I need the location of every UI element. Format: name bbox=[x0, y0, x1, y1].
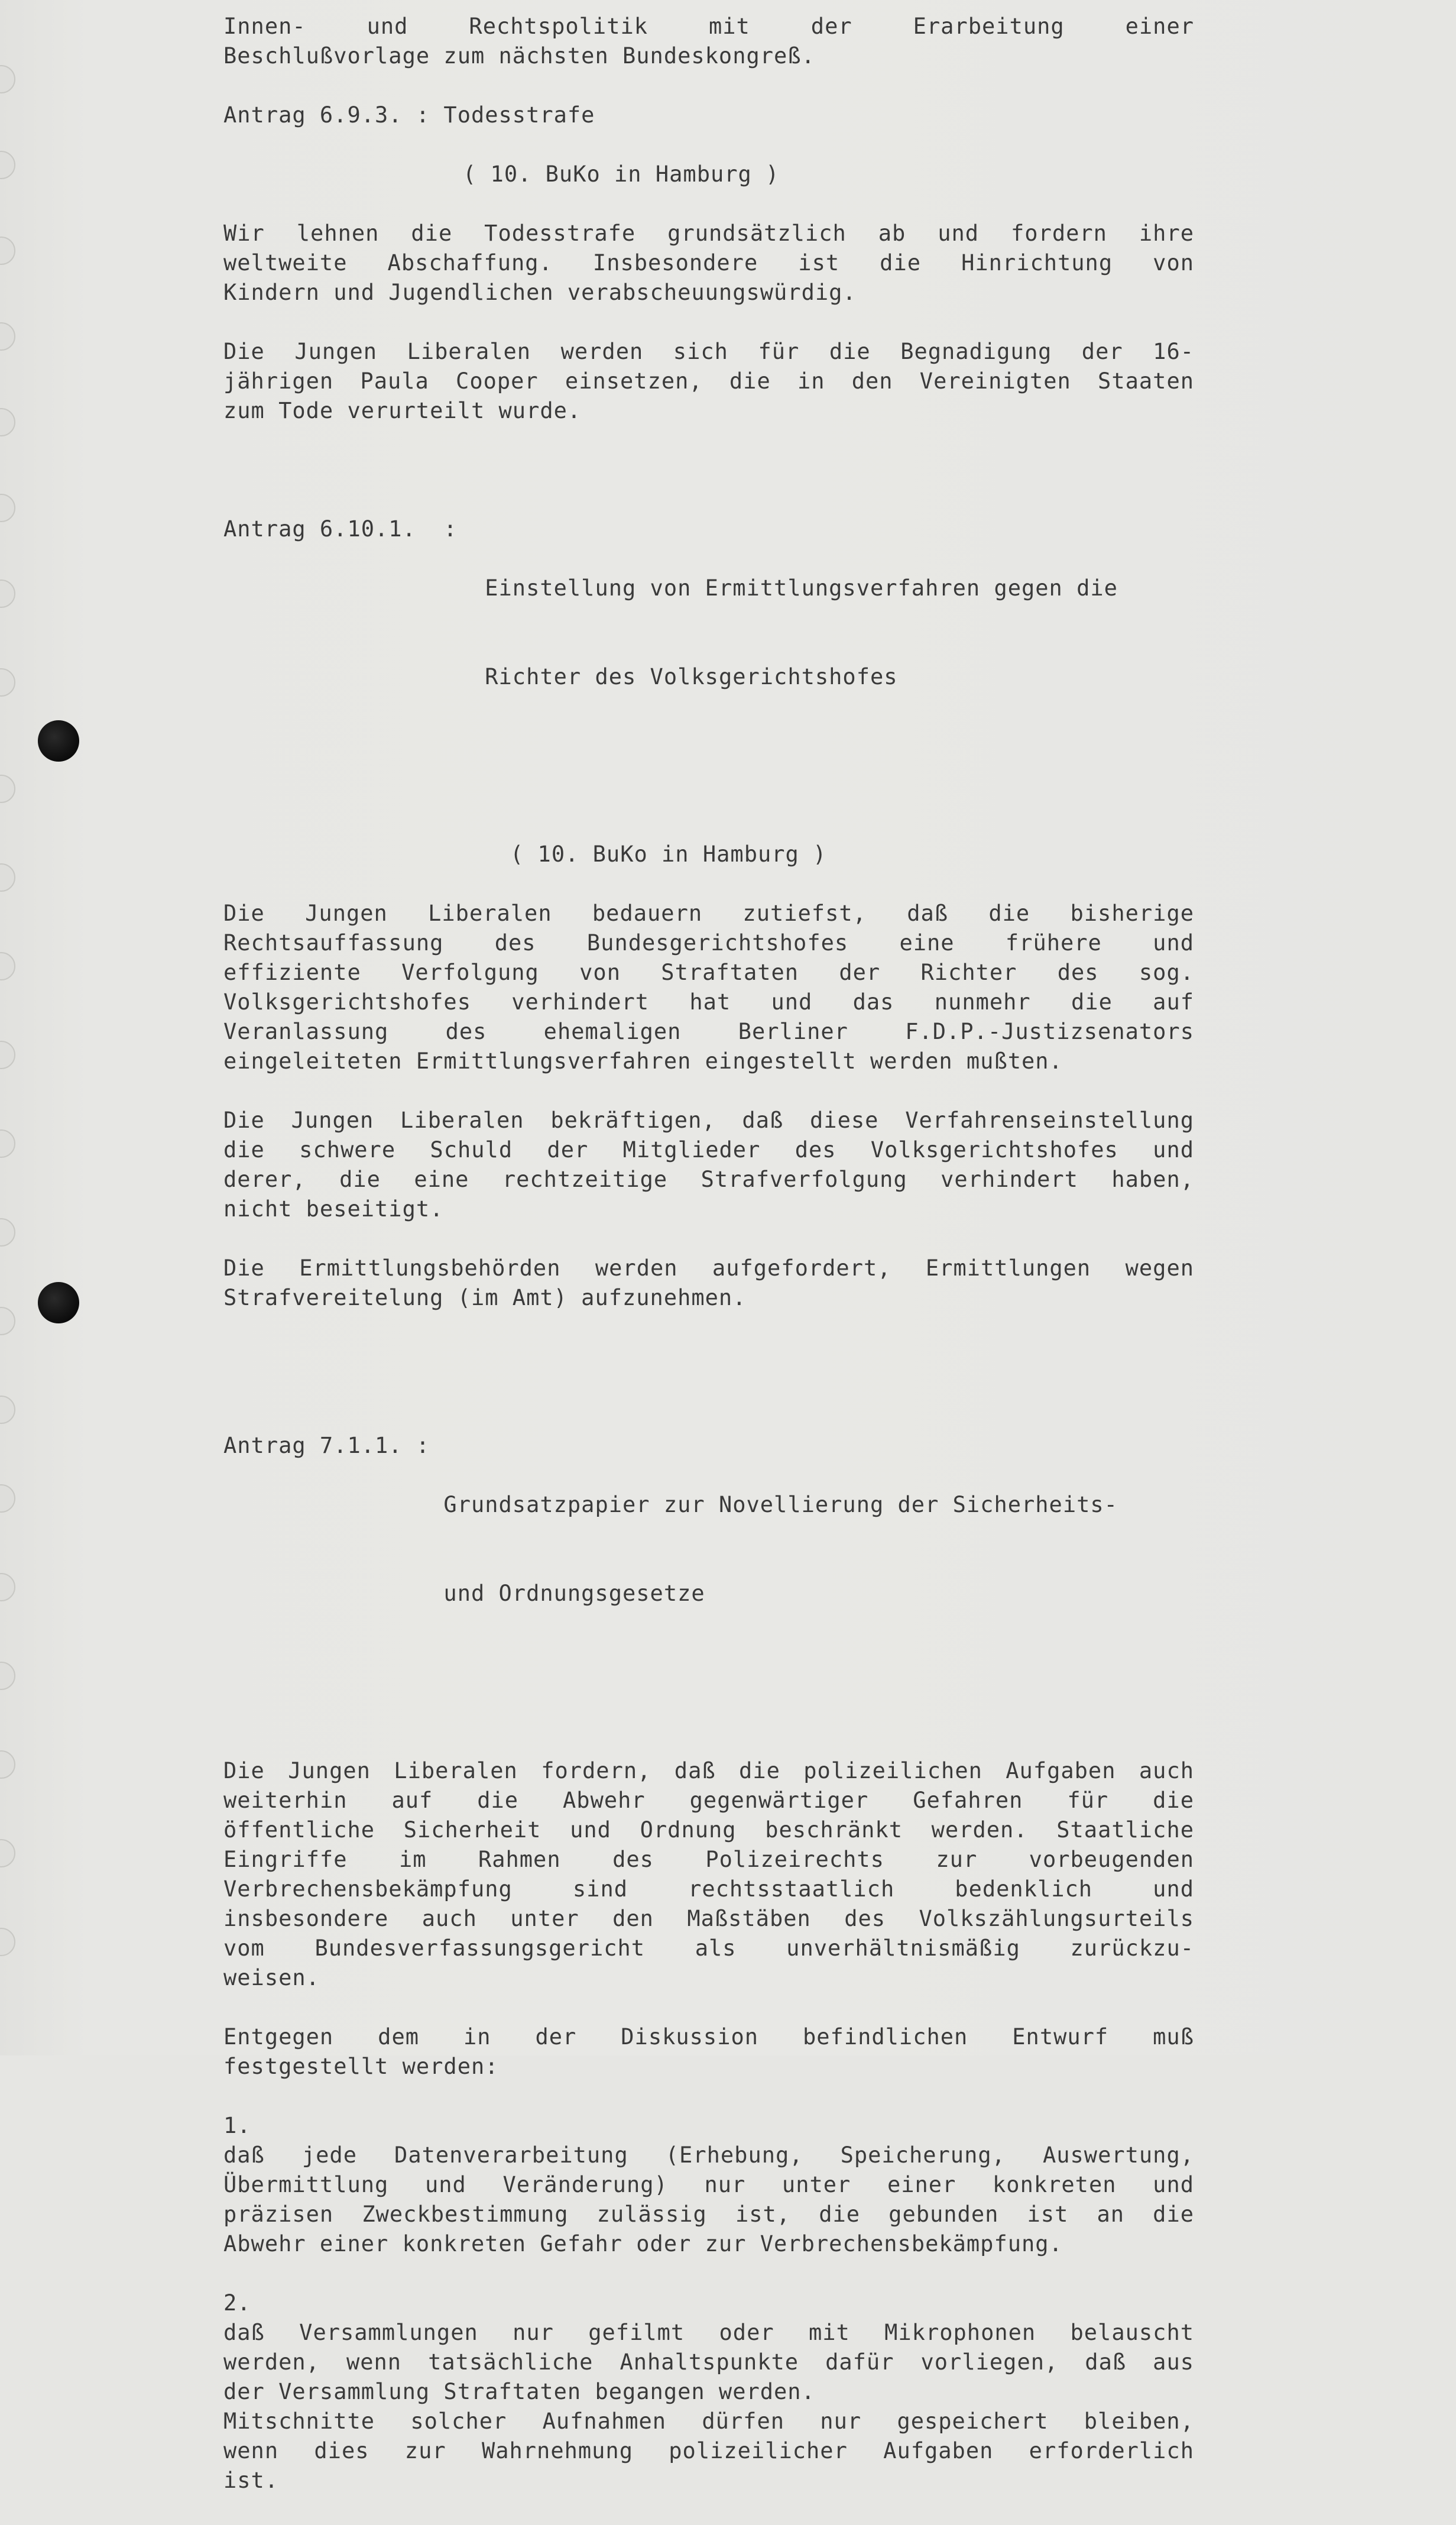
typed-text-body bbox=[223, 12, 1194, 2525]
text-line: die schwere Schuld der Mitglieder des Volksgerichtshofes und bbox=[223, 1137, 1194, 1163]
hole-mark bbox=[0, 408, 15, 436]
text-line: weiterhin auf die Abwehr gegenwärtiger Gefahren für die bbox=[223, 1788, 1194, 1813]
antrag-label: Antrag 6.9.3. : bbox=[223, 102, 444, 128]
text-line: Beschlußvorlage zum nächsten Bundeskongreß. bbox=[223, 43, 815, 69]
text-line: Entgegen dem in der Diskussion befindlichen Entwurf muß bbox=[223, 2024, 1194, 2050]
antrag-711-item-1 bbox=[223, 2111, 1194, 2259]
text-line: Die Jungen Liberalen fordern, daß die polizeilichen Aufgaben auch bbox=[223, 1758, 1194, 1783]
hole-mark bbox=[0, 668, 15, 697]
text-line: öffentliche Sicherheit und Ordnung beschränkt werden. Staatliche bbox=[223, 1817, 1194, 1843]
text-line: Wir lehnen die Todesstrafe grundsätzlich ab und fordern ihre bbox=[223, 221, 1194, 246]
hole-mark bbox=[0, 1573, 15, 1601]
antrag-6101-paragraph-3 bbox=[223, 1254, 1194, 1313]
antrag-711-paragraph-2 bbox=[223, 2022, 1194, 2081]
hole-mark bbox=[0, 1307, 15, 1335]
text-line: effiziente Verfolgung von Straftaten der Richter des sog. bbox=[223, 960, 1194, 985]
hole-mark bbox=[0, 775, 15, 803]
text-line: Verbrechensbekämpfung sind rechtsstaatlich bedenklich und bbox=[223, 1876, 1194, 1902]
hole-mark bbox=[0, 1662, 15, 1690]
text-line: werden, wenn tatsächliche Anhaltspunkte dafür vorliegen, daß aus bbox=[223, 2349, 1194, 2375]
antrag-6101-session: ( 10. BuKo in Hamburg ) bbox=[510, 841, 827, 867]
text-line: ist. bbox=[223, 2468, 279, 2493]
text-line: Mitschnitte solcher Aufnahmen dürfen nur gespeichert bleiben, bbox=[223, 2409, 1194, 2434]
punch-hole-lower bbox=[38, 1282, 79, 1323]
text-line: vom Bundesverfassungsgericht als unverhältnismäßig zurückzu- bbox=[223, 1935, 1194, 1961]
text-line: Übermittlung und Veränderung) nur unter einer konkreten und bbox=[223, 2172, 1194, 2197]
text-line: Volksgerichtshofes verhindert hat und das nunmehr die auf bbox=[223, 989, 1194, 1015]
text-line: daß jede Datenverarbeitung (Erhebung, Speicherung, Auswertung, bbox=[223, 2142, 1194, 2168]
title-line: und Ordnungsgesetze bbox=[443, 1581, 705, 1606]
text-line: Eingriffe im Rahmen des Polizeirechts zur vorbeugenden bbox=[223, 1847, 1194, 1872]
text-line: Die Jungen Liberalen bedauern zutiefst, daß die bisherige bbox=[223, 901, 1194, 926]
antrag-711-paragraph-1 bbox=[223, 1756, 1194, 1993]
antrag-711-heading bbox=[223, 1372, 1194, 1727]
hole-mark bbox=[0, 65, 15, 93]
antrag-title bbox=[485, 514, 1194, 751]
page-edge-hole-marks bbox=[0, 0, 24, 2055]
text-line: Rechtsauffassung des Bundesgerichtshofes eine frühere und bbox=[223, 930, 1194, 956]
text-line: Kindern und Jugendlichen verabscheuungswürdig. bbox=[223, 280, 857, 305]
text-line: Abwehr einer konkreten Gefahr oder zur Verbrechensbekämpfung. bbox=[223, 2231, 1063, 2257]
text-line: festgestellt werden: bbox=[223, 2054, 499, 2079]
antrag-6101-paragraph-1 bbox=[223, 899, 1194, 1076]
text-line: Die Jungen Liberalen werden sich für die Begnadigung der 16- bbox=[223, 339, 1194, 364]
hole-mark bbox=[0, 863, 15, 892]
antrag-title: Todesstrafe bbox=[443, 102, 595, 128]
hole-mark bbox=[0, 1218, 15, 1247]
text-line: der Versammlung Straftaten begangen werden. bbox=[223, 2379, 815, 2404]
antrag-label: Antrag 6.10.1. : bbox=[223, 516, 485, 542]
antrag-693-paragraph-1 bbox=[223, 219, 1194, 307]
text-line: präzisen Zweckbestimmung zulässig ist, die gebunden ist an die bbox=[223, 2202, 1194, 2227]
item-number: 2. bbox=[223, 2290, 251, 2316]
text-line: Veranlassung des ehemaligen Berliner F.D.P.-Justizsenators bbox=[223, 1019, 1194, 1044]
text-line: weltweite Abschaffung. Insbesondere ist die Hinrichtung von bbox=[223, 250, 1194, 276]
text-line: wenn dies zur Wahrnehmung polizeilicher Aufgaben erforderlich bbox=[223, 2438, 1194, 2464]
hole-mark bbox=[0, 1129, 15, 1158]
hole-mark bbox=[0, 1041, 15, 1069]
antrag-711-item-2 bbox=[223, 2288, 1194, 2495]
title-line: Grundsatzpapier zur Novellierung der Sicherheits- bbox=[443, 1492, 1118, 1517]
title-line: Einstellung von Ermittlungsverfahren gegen die bbox=[485, 575, 1118, 601]
item-number: 1. bbox=[223, 2113, 251, 2138]
blank-line bbox=[223, 1342, 1194, 1372]
text-line: Die Jungen Liberalen bekräftigen, daß diese Verfahrenseinstellung bbox=[223, 1108, 1194, 1133]
antrag-693-heading bbox=[223, 101, 1194, 130]
hole-mark bbox=[0, 1750, 15, 1779]
text-line: Strafvereitelung (im Amt) aufzunehmen. bbox=[223, 1285, 747, 1310]
text-line: zum Tode verurteilt wurde. bbox=[223, 398, 582, 423]
text-line: jährigen Paula Cooper einsetzen, die in den Vereinigten Staaten bbox=[223, 368, 1194, 394]
hole-mark bbox=[0, 952, 15, 980]
antrag-label: Antrag 7.1.1. : bbox=[223, 1433, 444, 1458]
hole-mark bbox=[0, 1839, 15, 1867]
hole-mark bbox=[0, 1396, 15, 1424]
title-line: Richter des Volksgerichtshofes bbox=[485, 664, 898, 689]
text-line: Innen- und Rechtspolitik mit der Erarbeitung einer bbox=[223, 14, 1194, 39]
hole-mark bbox=[0, 1928, 15, 1956]
hole-mark bbox=[0, 237, 15, 265]
hole-mark bbox=[0, 322, 15, 351]
antrag-6101-heading bbox=[223, 455, 1194, 810]
antrag-6101-paragraph-2 bbox=[223, 1106, 1194, 1224]
text-line: Die Ermittlungsbehörden werden aufgefordert, Ermittlungen wegen bbox=[223, 1255, 1194, 1281]
punch-hole-upper bbox=[38, 720, 79, 762]
text-line: daß Versammlungen nur gefilmt oder mit Mikrophonen belauscht bbox=[223, 2320, 1194, 2345]
hole-mark bbox=[0, 580, 15, 608]
hole-mark bbox=[0, 151, 15, 179]
text-line: derer, die eine rechtzeitige Strafverfolgung verhindert haben, bbox=[223, 1167, 1194, 1192]
text-line: insbesondere auch unter den Maßstäben des Volkszählungsurteils bbox=[223, 1906, 1194, 1931]
intro-paragraph bbox=[223, 12, 1194, 71]
hole-mark bbox=[0, 494, 15, 522]
text-line: eingeleiteten Ermittlungsverfahren eingestellt werden mußten. bbox=[223, 1048, 1063, 1074]
antrag-693-session: ( 10. BuKo in Hamburg ) bbox=[463, 161, 780, 187]
text-line: nicht beseitigt. bbox=[223, 1196, 444, 1222]
antrag-693-paragraph-2 bbox=[223, 337, 1194, 426]
antrag-title bbox=[443, 1431, 1194, 1668]
hole-mark bbox=[0, 1484, 15, 1513]
text-line: weisen. bbox=[223, 1965, 320, 1990]
